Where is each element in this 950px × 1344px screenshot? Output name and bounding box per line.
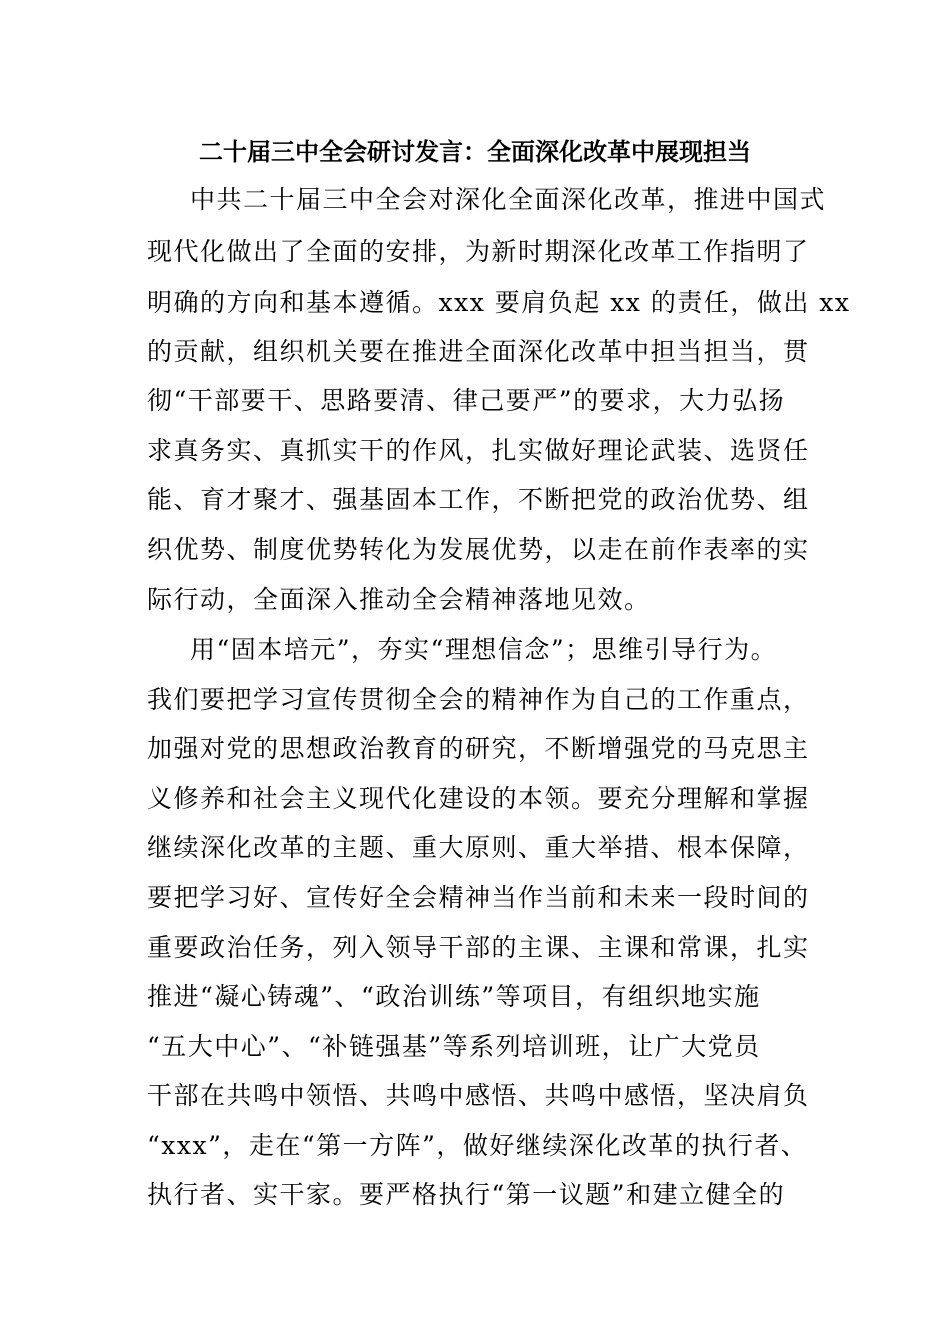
paragraph-1-line-1: 中共二十届三中全会对深化全面深化改革，推进中国式 (190, 185, 827, 214)
paragraph-2-line-1: 用“固本培元”，夯实“理想信念”；思维引导行为。 (190, 635, 778, 664)
document-title: 二十届三中全会研讨发言：全面深化改革中展现担当 (199, 137, 751, 166)
paragraph-2-line-5: 继续深化改革的主题、重大原则、重大举措、根本保障， (147, 833, 810, 862)
paragraph-1-line-4: 的贡献，组织机关要在推进全面深化改革中担当担当，贯 (147, 337, 810, 366)
paragraph-1-line-5: 彻“干部要干、思路要清、律己要严”的要求，大力弘扬 (147, 386, 786, 415)
paragraph-1-line-2: 现代化做出了全面的安排，为新时期深化改革工作指明了 (147, 237, 810, 266)
paragraph-1-line-9: 际行动，全面深入推动全会精神落地见效。 (147, 585, 651, 614)
paragraph-2-line-11: “xxx”，走在“第一方阵”，做好继续深化改革的执行者、 (147, 1131, 808, 1160)
paragraph-2-line-3: 加强对党的思想政治教育的研究，不断增强党的马克思主 (147, 734, 810, 763)
paragraph-2-line-9: “五大中心”、“补链强基”等系列培训班，让广大党员 (147, 1032, 761, 1061)
paragraph-2-line-6: 要把学习好、宣传好全会精神当作当前和未来一段时间的 (147, 883, 810, 912)
paragraph-2-line-10: 干部在共鸣中领悟、共鸣中感悟、共鸣中感悟，坚决肩负 (147, 1081, 810, 1110)
paragraph-2-line-8: 推进“凝心铸魂”、“政治训练”等项目，有组织地实施 (147, 982, 761, 1011)
paragraph-2-line-12: 执行者、实干家。要严格执行“第一议题”和建立健全的 (147, 1180, 786, 1209)
paragraph-1-line-6: 求真务实、真抓实干的作风，扎实做好理论武装、选贤任 (147, 436, 810, 465)
paragraph-1-line-7: 能、育才聚才、强基固本工作，不断把党的政治优势、组 (147, 485, 810, 514)
paragraph-1-line-8: 织优势、制度优势转化为发展优势，以走在前作表率的实 (147, 535, 810, 564)
paragraph-2-line-2: 我们要把学习宣传贯彻全会的精神作为自己的工作重点， (147, 685, 810, 714)
paragraph-1-line-3: 明确的方向和基本遵循。xxx 要肩负起 xx 的责任，做出 xx (147, 288, 851, 317)
paragraph-2-line-4: 义修养和社会主义现代化建设的本领。要充分理解和掌握 (147, 784, 810, 813)
paragraph-2-line-7: 重要政治任务，列入领导干部的主课、主课和常课，扎实 (147, 933, 810, 962)
